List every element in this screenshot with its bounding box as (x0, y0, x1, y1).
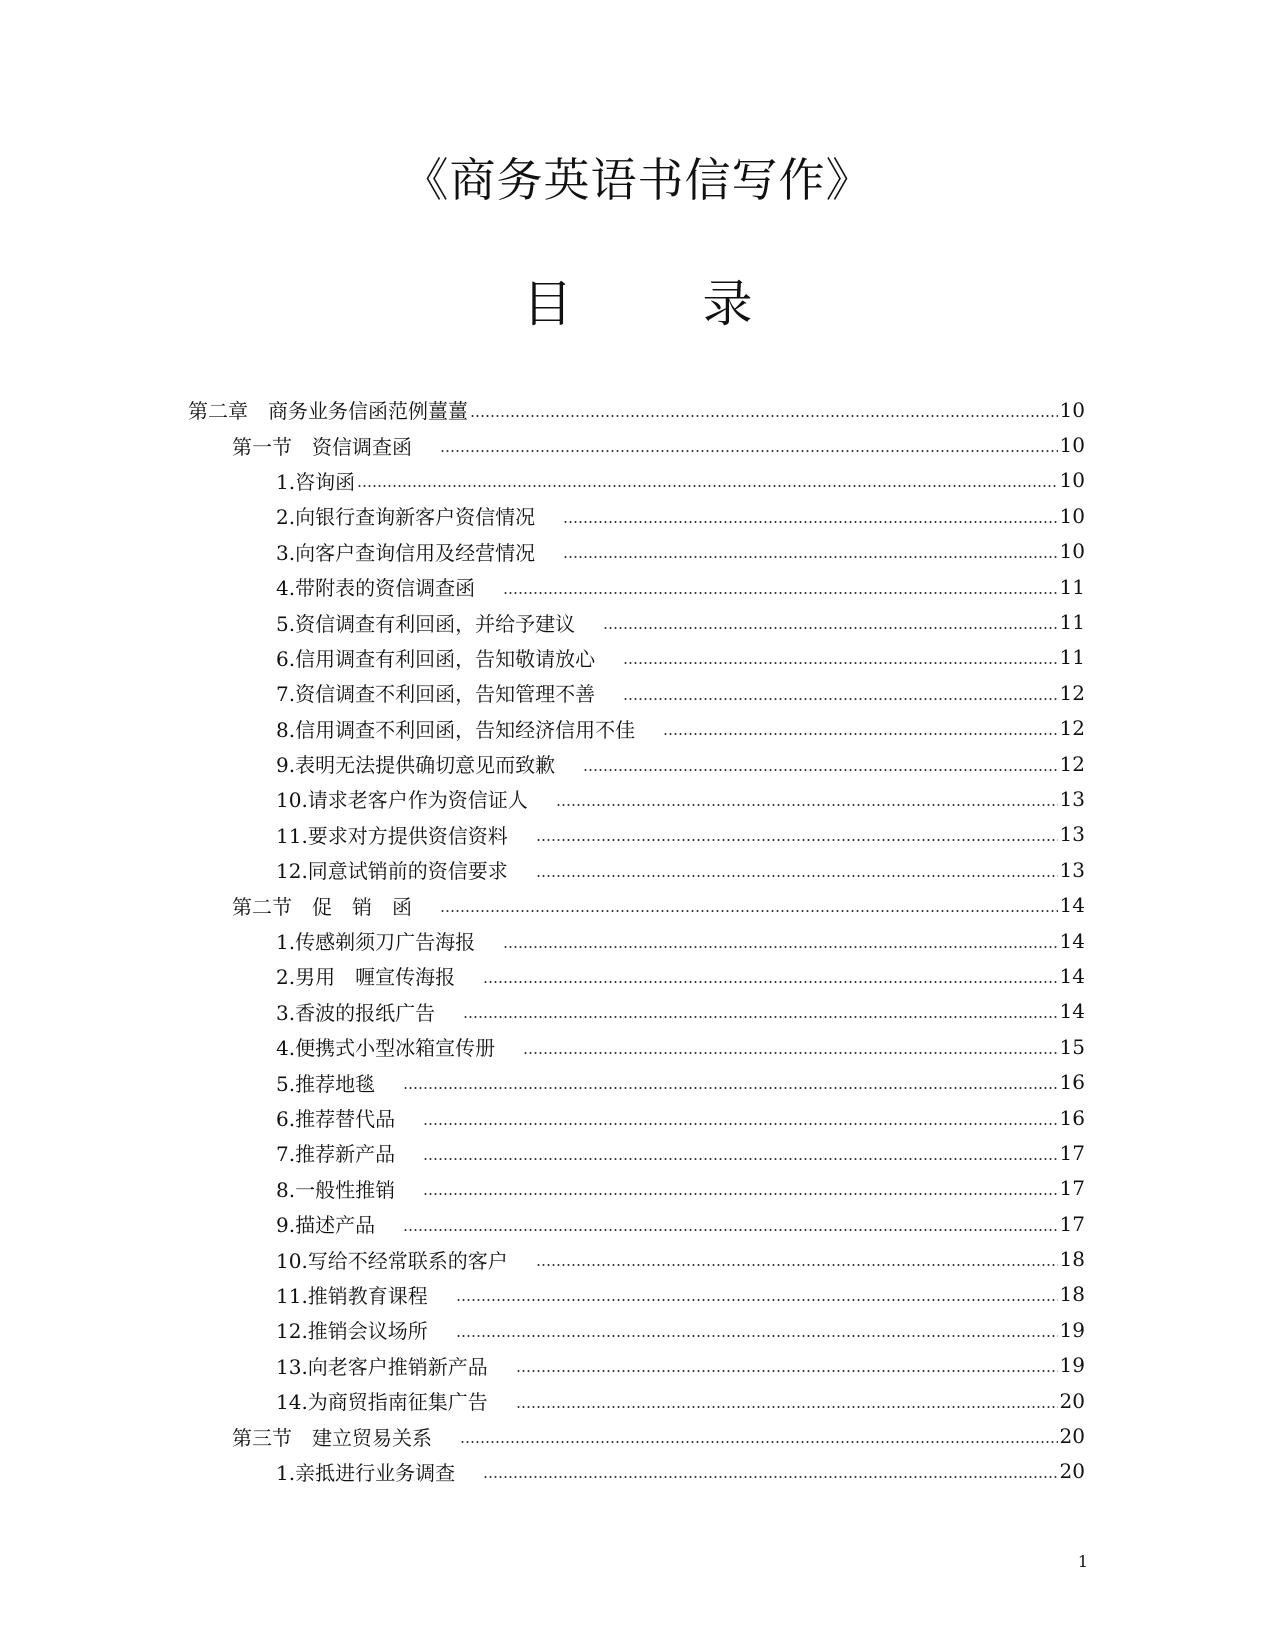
dot-leader (483, 981, 1057, 983)
toc-entry[interactable] (188, 675, 1085, 710)
toc-entry-page: 12 (1059, 716, 1085, 741)
toc-entry-page: 10 (1059, 539, 1085, 564)
toc-entry[interactable] (188, 1064, 1085, 1099)
toc-entry-title: 13.向老客户推销新产品 (276, 1354, 488, 1379)
dot-leader (456, 1335, 1058, 1337)
toc-entry-page: 13 (1059, 822, 1085, 847)
toc-entry[interactable] (188, 1241, 1085, 1276)
toc-entry-title: 1.咨询函 (276, 469, 356, 494)
toc-entry-title: 10.请求老客户作为资信证人 (276, 788, 528, 813)
toc-entry[interactable] (188, 1206, 1085, 1241)
toc-entry-title: 8.信用调查不利回函，告知经济信用不佳 (276, 717, 636, 742)
dot-leader (623, 662, 1057, 664)
dot-leader (516, 1370, 1058, 1372)
toc-entry-title: 8.一般性推销 (276, 1177, 396, 1202)
toc-entry-title: 9.描述产品 (276, 1213, 376, 1238)
toc-entry-title: 6.信用调查有利回函，告知敬请放心 (276, 646, 596, 671)
dot-leader (357, 485, 1057, 487)
toc-entry-title: 第二节 促 销 函 (232, 894, 412, 919)
toc-entry-page: 14 (1059, 999, 1085, 1024)
toc-entry[interactable] (188, 604, 1085, 639)
dot-leader (503, 946, 1057, 948)
toc-entry-page: 14 (1059, 893, 1085, 918)
dot-leader (563, 556, 1057, 558)
toc-entry[interactable] (188, 781, 1085, 816)
dot-leader (536, 839, 1058, 841)
toc-entry-page: 12 (1059, 680, 1085, 705)
toc-entry[interactable] (188, 498, 1085, 533)
toc-entry-title: 2.向银行查询新客户资信情况 (276, 505, 536, 530)
dot-leader (456, 1299, 1058, 1301)
toc-entry[interactable] (188, 1454, 1085, 1489)
dot-leader (423, 1193, 1057, 1195)
dot-leader (483, 1476, 1057, 1478)
dot-leader (583, 769, 1057, 771)
toc-entry-page: 13 (1059, 857, 1085, 882)
toc-entry-page: 20 (1059, 1459, 1085, 1484)
toc-entry-title: 7.推荐新产品 (276, 1142, 396, 1167)
toc-entry-page: 11 (1059, 574, 1085, 599)
toc-entry[interactable] (188, 1029, 1085, 1064)
toc-entry-title: 第一节 资信调查函 (232, 434, 412, 459)
toc-entry-title: 3.香波的报纸广告 (276, 1000, 436, 1025)
dot-leader (440, 910, 1058, 912)
toc-entry[interactable] (188, 392, 1085, 427)
toc-entry[interactable] (188, 640, 1085, 675)
toc-entry[interactable] (188, 569, 1085, 604)
dot-leader (403, 1087, 1057, 1089)
toc-entry-page: 14 (1059, 963, 1085, 988)
dot-leader (463, 1016, 1057, 1018)
toc-entry-title: 12.同意试销前的资信要求 (276, 859, 508, 884)
book-title: 《商务英语书信写作》 (402, 153, 873, 207)
toc-entry-page: 11 (1059, 610, 1085, 635)
toc-entry-page: 17 (1059, 1211, 1085, 1236)
dot-leader (563, 521, 1057, 523)
table-of-contents (188, 392, 1085, 1489)
toc-entry[interactable] (188, 887, 1085, 922)
toc-entry-title: 第三节 建立贸易关系 (232, 1425, 432, 1450)
toc-entry[interactable] (188, 427, 1085, 462)
toc-entry[interactable] (188, 1171, 1085, 1206)
toc-entry-title: 11.要求对方提供资信资料 (276, 823, 508, 848)
toc-entry-page: 10 (1059, 503, 1085, 528)
toc-entry-page: 12 (1059, 751, 1085, 776)
toc-entry[interactable] (188, 852, 1085, 887)
toc-entry-page: 11 (1059, 645, 1085, 670)
toc-heading: 目 录 (522, 275, 793, 333)
toc-entry-page: 14 (1059, 928, 1085, 953)
toc-entry[interactable] (188, 1418, 1085, 1453)
toc-entry-title: 3.向客户查询信用及经营情况 (276, 540, 536, 565)
toc-entry-title: 11.推销教育课程 (276, 1283, 428, 1308)
dot-leader (623, 698, 1057, 700)
toc-entry[interactable] (188, 463, 1085, 498)
dot-leader (516, 1406, 1058, 1408)
toc-entry-title: 4.便携式小型冰箱宣传册 (276, 1036, 496, 1061)
toc-entry-page: 13 (1059, 786, 1085, 811)
toc-entry[interactable] (188, 958, 1085, 993)
toc-entry-title: 1.亲抵进行业务调查 (276, 1460, 456, 1485)
toc-entry[interactable] (188, 1135, 1085, 1170)
toc-entry-title: 7.资信调查不利回函，告知管理不善 (276, 682, 596, 707)
toc-entry-title: 第二章 商务业务信函范例薑薑 (188, 399, 468, 424)
toc-entry-page: 20 (1059, 1424, 1085, 1449)
toc-entry-title: 5.推荐地毯 (276, 1071, 376, 1096)
toc-entry-title: 2.男用 喱宣传海报 (276, 965, 456, 990)
toc-entry-title: 9.表明无法提供确切意见而致歉 (276, 753, 556, 778)
dot-leader (470, 415, 1058, 417)
toc-entry[interactable] (188, 994, 1085, 1029)
toc-entry[interactable] (188, 1277, 1085, 1312)
toc-entry-page: 10 (1059, 468, 1085, 493)
toc-entry-page: 19 (1059, 1317, 1085, 1342)
toc-entry-page: 20 (1059, 1388, 1085, 1413)
toc-entry[interactable] (188, 1348, 1085, 1383)
toc-entry-title: 10.写给不经常联系的客户 (276, 1248, 508, 1273)
toc-entry-page: 18 (1059, 1282, 1085, 1307)
dot-leader (523, 1052, 1057, 1054)
dot-leader (423, 1123, 1057, 1125)
toc-entry-page: 10 (1059, 433, 1085, 458)
toc-entry-title: 5.资信调查有利回函，并给予建议 (276, 611, 576, 636)
dot-leader (460, 1441, 1058, 1443)
toc-entry-title: 14.为商贸指南征集广告 (276, 1390, 488, 1415)
dot-leader (440, 450, 1058, 452)
dot-leader (536, 1264, 1058, 1266)
toc-entry-page: 18 (1059, 1247, 1085, 1272)
dot-leader (536, 875, 1058, 877)
dot-leader (503, 592, 1057, 594)
toc-entry-title: 4.带附表的资信调查函 (276, 576, 476, 601)
toc-entry[interactable] (188, 1312, 1085, 1347)
dot-leader (556, 804, 1058, 806)
toc-entry-page: 10 (1059, 397, 1085, 422)
toc-entry[interactable] (188, 746, 1085, 781)
toc-entry-title: 1.传感剃须刀广告海报 (276, 930, 476, 955)
toc-entry-page: 16 (1059, 1105, 1085, 1130)
toc-entry-title: 12.推销会议场所 (276, 1319, 428, 1344)
toc-entry-page: 17 (1059, 1176, 1085, 1201)
toc-entry[interactable] (188, 817, 1085, 852)
dot-leader (603, 627, 1057, 629)
dot-leader (663, 733, 1057, 735)
dot-leader (403, 1229, 1057, 1231)
toc-entry-page: 17 (1059, 1140, 1085, 1165)
toc-entry[interactable] (188, 534, 1085, 569)
toc-entry-page: 15 (1059, 1034, 1085, 1059)
toc-entry-title: 6.推荐替代品 (276, 1107, 396, 1131)
dot-leader (423, 1158, 1057, 1160)
toc-entry[interactable] (188, 923, 1085, 958)
toc-entry-page: 19 (1059, 1353, 1085, 1378)
toc-entry[interactable] (188, 1383, 1085, 1418)
toc-entry-page: 16 (1059, 1070, 1085, 1095)
toc-entry[interactable] (188, 1100, 1085, 1135)
page-number: 1 (1077, 1552, 1089, 1571)
toc-entry[interactable] (188, 711, 1085, 746)
